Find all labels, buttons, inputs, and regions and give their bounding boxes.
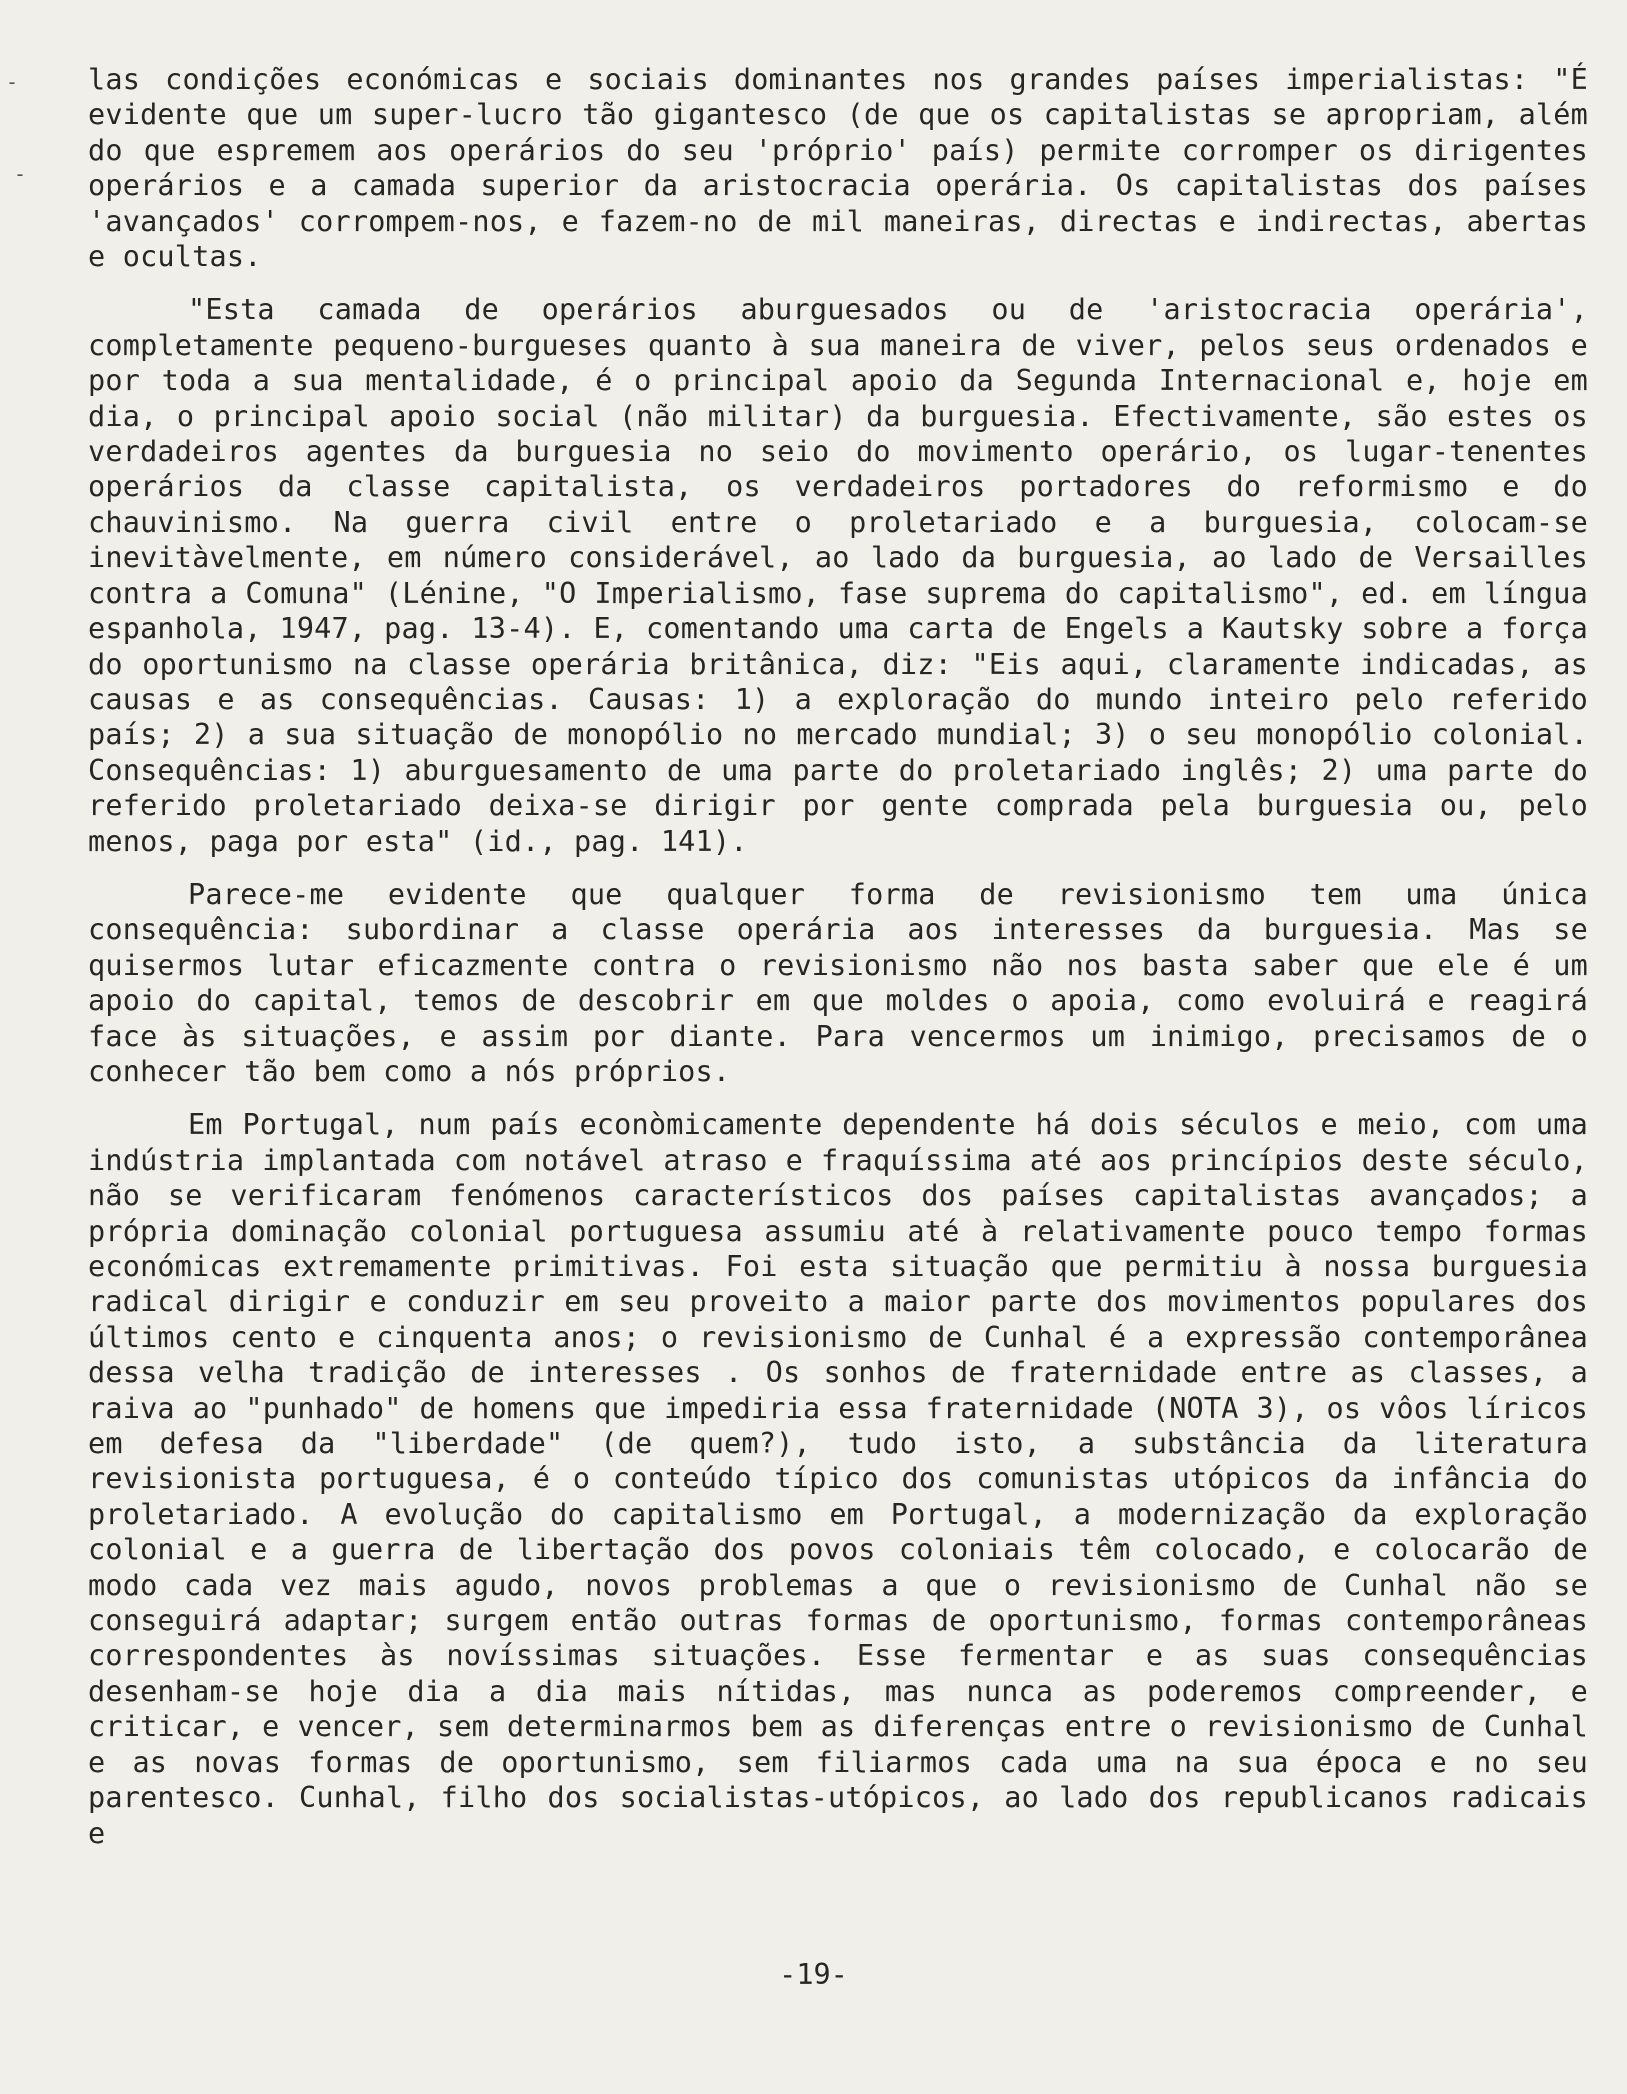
margin-dash-mark: - — [14, 162, 27, 186]
paragraph: Parece-me evidente que qualquer forma de revisionismo tem uma única consequência: subordinar a classe operária aos interesses da burguesia. Mas se quisermos lutar eficazmente contra o revisionismo não nos basta saber que ele é um apoio do capital, temos de descobrir em que moldes o apoia, como evoluirá e reagirá face às situações, e assim por diante. Para vencermos um inimigo, precisamos de o conhecer tão bem como a nós próprios. — [88, 877, 1588, 1088]
paragraph-lenin-quote: "Esta camada de operários aburguesados ou de 'aristocracia operária', completamente pequeno-burgueses quanto à sua maneira de viver, pelos seus ordenados e por toda a sua mentalidade, é o principal apoio da Segunda Internacional e, hoje em dia, o principal apoio social (não militar) da burguesia. Efectivamente, são estes os verdadeiros agentes da burguesia no seio do movimento operário, os lugar-tenentes operários da classe capitalista, os verdadeiros portadores do reformismo e do chauvinismo. Na guerra civil entre o proletariado e a burguesia, colocam-se inevitàvelmente, em número considerável, ao lado da burguesia, ao lado de Versailles contra a Comuna" (Lénine, "O Imperialismo, fase suprema do capitalismo", ed. em língua espanhola, 1947, pag. 13-4). E, comentando uma carta de Engels a Kautsky sobre a força do oportunismo na classe operária britânica, diz: "Eis aqui, claramente indicadas, as causas e as consequências. Causas: 1) a exploração do mundo inteiro pelo referido país; 2) a sua situação de monopólio no mercado mundial; 3) o seu monopólio colonial. Consequências: 1) aburguesamento de uma parte do proletariado inglês; 2) uma parte do referido proletariado deixa-se dirigir por gente comprada pela burguesia ou, pelo menos, paga por esta" (id., pag. 141). — [88, 293, 1588, 858]
paragraph: las condições económicas e sociais dominantes nos grandes países imperialistas: "É evidente que um super-lucro tão gigantesco (de que os capitalistas se apropriam, além do que espremem aos operários do seu 'próprio' país) permite corromper os dirigentes operários e a camada superior da aristocracia operária. Os capitalistas dos países 'avançados' corrompem-nos, e fazem-no de mil maneiras, directas e indirectas, abertas e ocultas. — [88, 63, 1588, 274]
page-number: -19- — [779, 1958, 848, 1991]
paragraph: Em Portugal, num país econòmicamente dependente há dois séculos e meio, com uma indústria implantada com notável atraso e fraquíssima até aos princípios deste século, não se verificaram fenómenos característicos dos países capitalistas avançados; a própria dominação colonial portuguesa assumiu até à relativamente pouco tempo formas económicas extremamente primitivas. Foi esta situação que permitiu à nossa burguesia radical dirigir e conduzir em seu proveito a maior parte dos movimentos populares dos últimos cento e cinquenta anos; o revisionismo de Cunhal é a expressão contemporânea dessa velha tradição de interesses . Os sonhos de fraternidade entre as classes, a raiva ao "punhado" de homens que impediria essa fraternidade (NOTA 3), os vôos líricos em defesa da "liberdade" (de quem?), tudo isto, a substância da literatura revisionista portuguesa, é o conteúdo típico dos comunistas utópicos da infância do proletariado. A evolução do capitalismo em Portugal, a modernização da exploração colonial e a guerra de libertação dos povos coloniais têm colocado, e colocarão de modo cada vez mais agudo, novos problemas a que o revisionismo de Cunhal não se conseguirá adaptar; surgem então outras formas de oportunismo, formas contemporâneas correspondentes às novíssimas situações. Esse fermentar e as suas consequências desenham-se hoje dia a dia mais nítidas, mas nunca as poderemos compreender, e criticar, e vencer, sem determinarmos bem as diferenças entre o revisionismo de Cunhal e as novas formas de oportunismo, sem filiarmos cada uma na sua época e no seu parentesco. Cunhal, filho dos socialistas-utópicos, ao lado dos republicanos radicais e — [88, 1108, 1588, 1850]
margin-dash-mark: - — [6, 70, 19, 94]
body-text — [88, 62, 1588, 1851]
